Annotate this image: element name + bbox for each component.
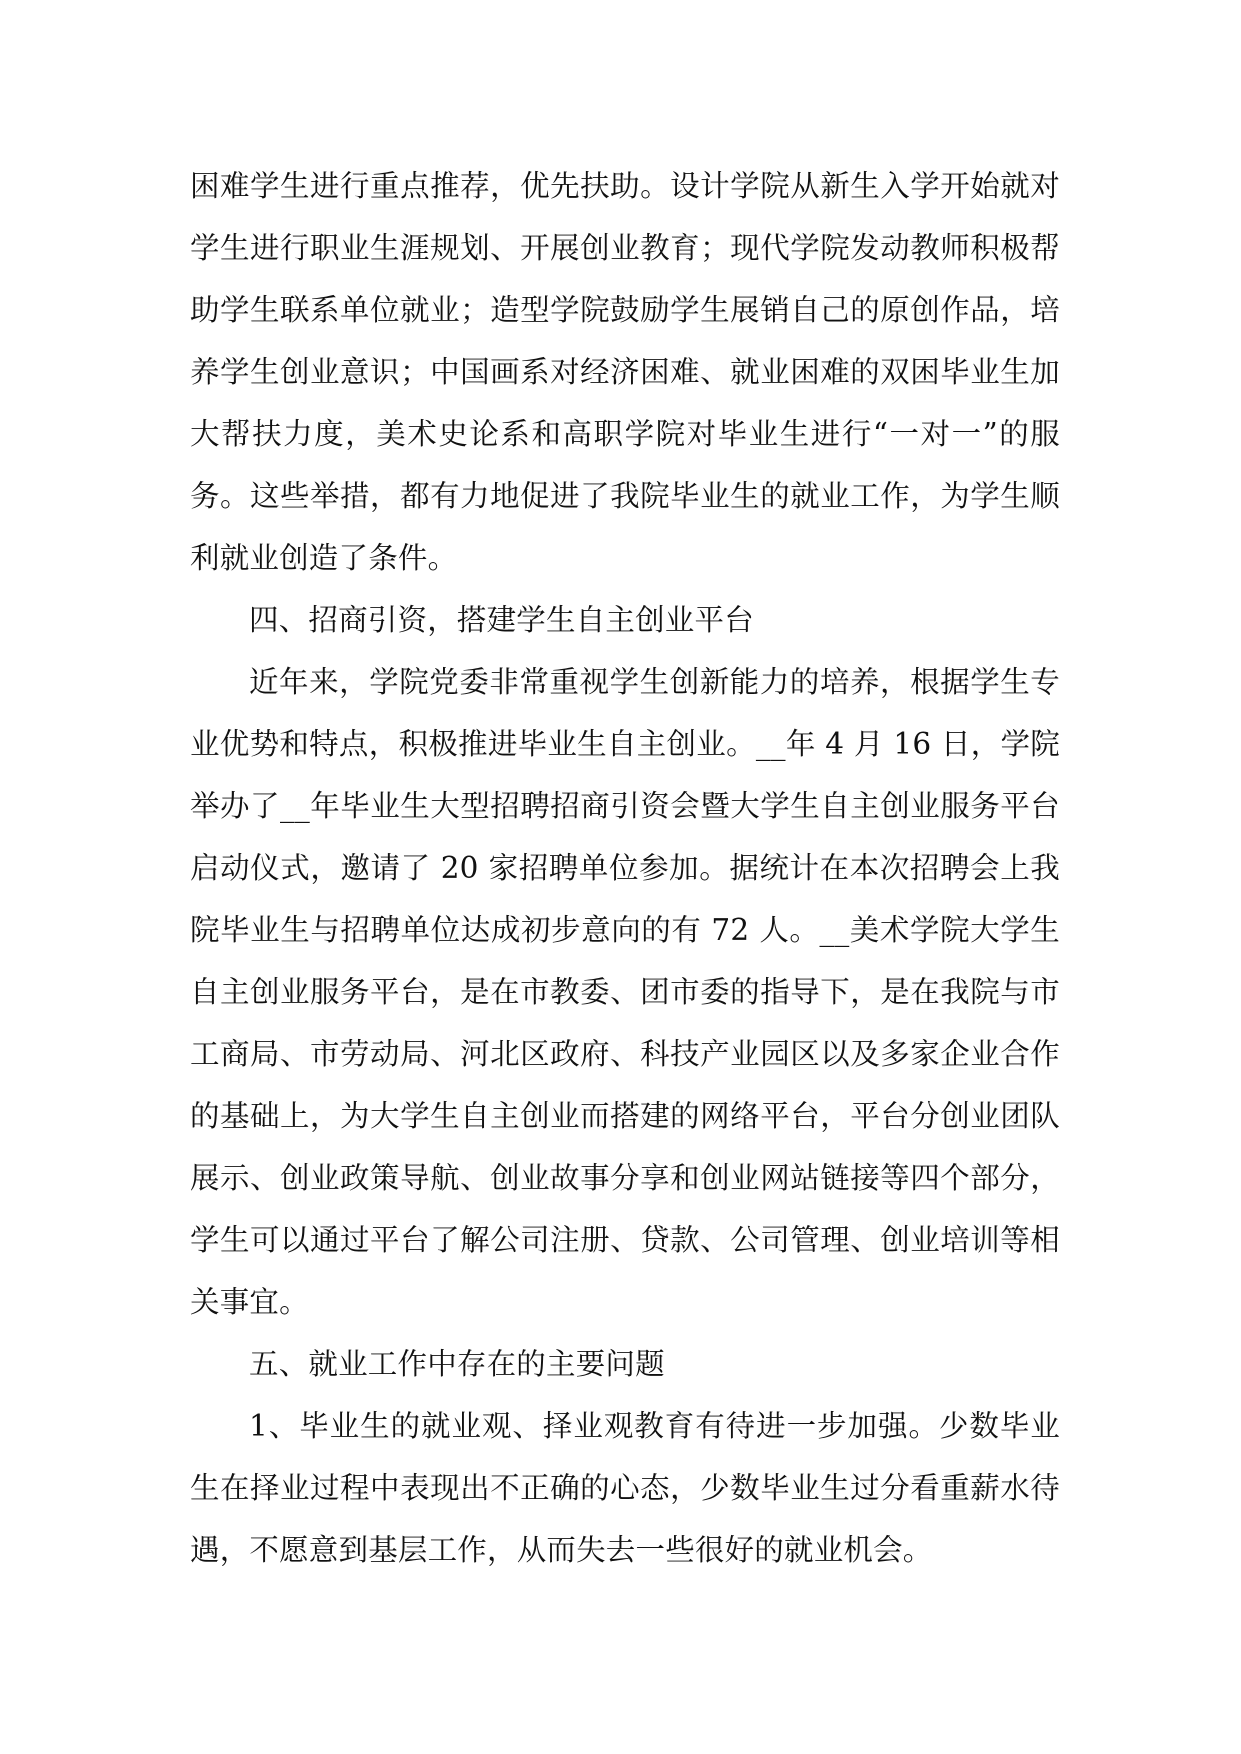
paragraph-support-measures: 困难学生进行重点推荐，优先扶助。设计学院从新生入学开始就对学生进行职业生涯规划、开展创业教育；现代学院发动教师积极帮助学生联系单位就业；造型学院鼓励学生展销自己的原创作品，培养学生创业意识；中国画系对经济困难、就业困难的双困毕业生加大帮扶力度，美术史论系和高职学院对毕业生进行“一对一”的服务。这些举措，都有力地促进了我院毕业生的就业工作，为学生顺利就业创造了条件。 xyxy=(190,169,1060,575)
section-heading-four: 四、招商引资，搭建学生自主创业平台 xyxy=(249,603,754,637)
paragraph-problem-one: 1、毕业生的就业观、择业观教育有待进一步加强。少数毕业生在择业过程中表现出不正确的心态，少数毕业生过分看重薪水待遇，不愿意到基层工作，从而失去一些很好的就业机会。 xyxy=(190,1409,1060,1567)
document-body xyxy=(190,155,1060,1581)
section-heading-five: 五、就业工作中存在的主要问题 xyxy=(249,1347,665,1381)
paragraph-entrepreneurship-platform: 近年来，学院党委非常重视学生创新能力的培养，根据学生专业优势和特点，积极推进毕业生自主创业。__年 4 月 16 日，学院举办了__年毕业生大型招聘招商引资会暨大学生自主创业服务平台启动仪式，邀请了 20 家招聘单位参加。据统计在本次招聘会上我院毕业生与招聘单位达成初步意向的有 72 人。__美术学院大学生自主创业服务平台，是在市教委、团市委的指导下，是在我院与市工商局、市劳动局、河北区政府、科技产业园区以及多家企业合作的基础上，为大学生自主创业而搭建的网络平台，平台分创业团队展示、创业政策导航、创业故事分享和创业网站链接等四个部分，学生可以通过平台了解公司注册、贷款、公司管理、创业培训等相关事宜。 xyxy=(190,665,1060,1319)
